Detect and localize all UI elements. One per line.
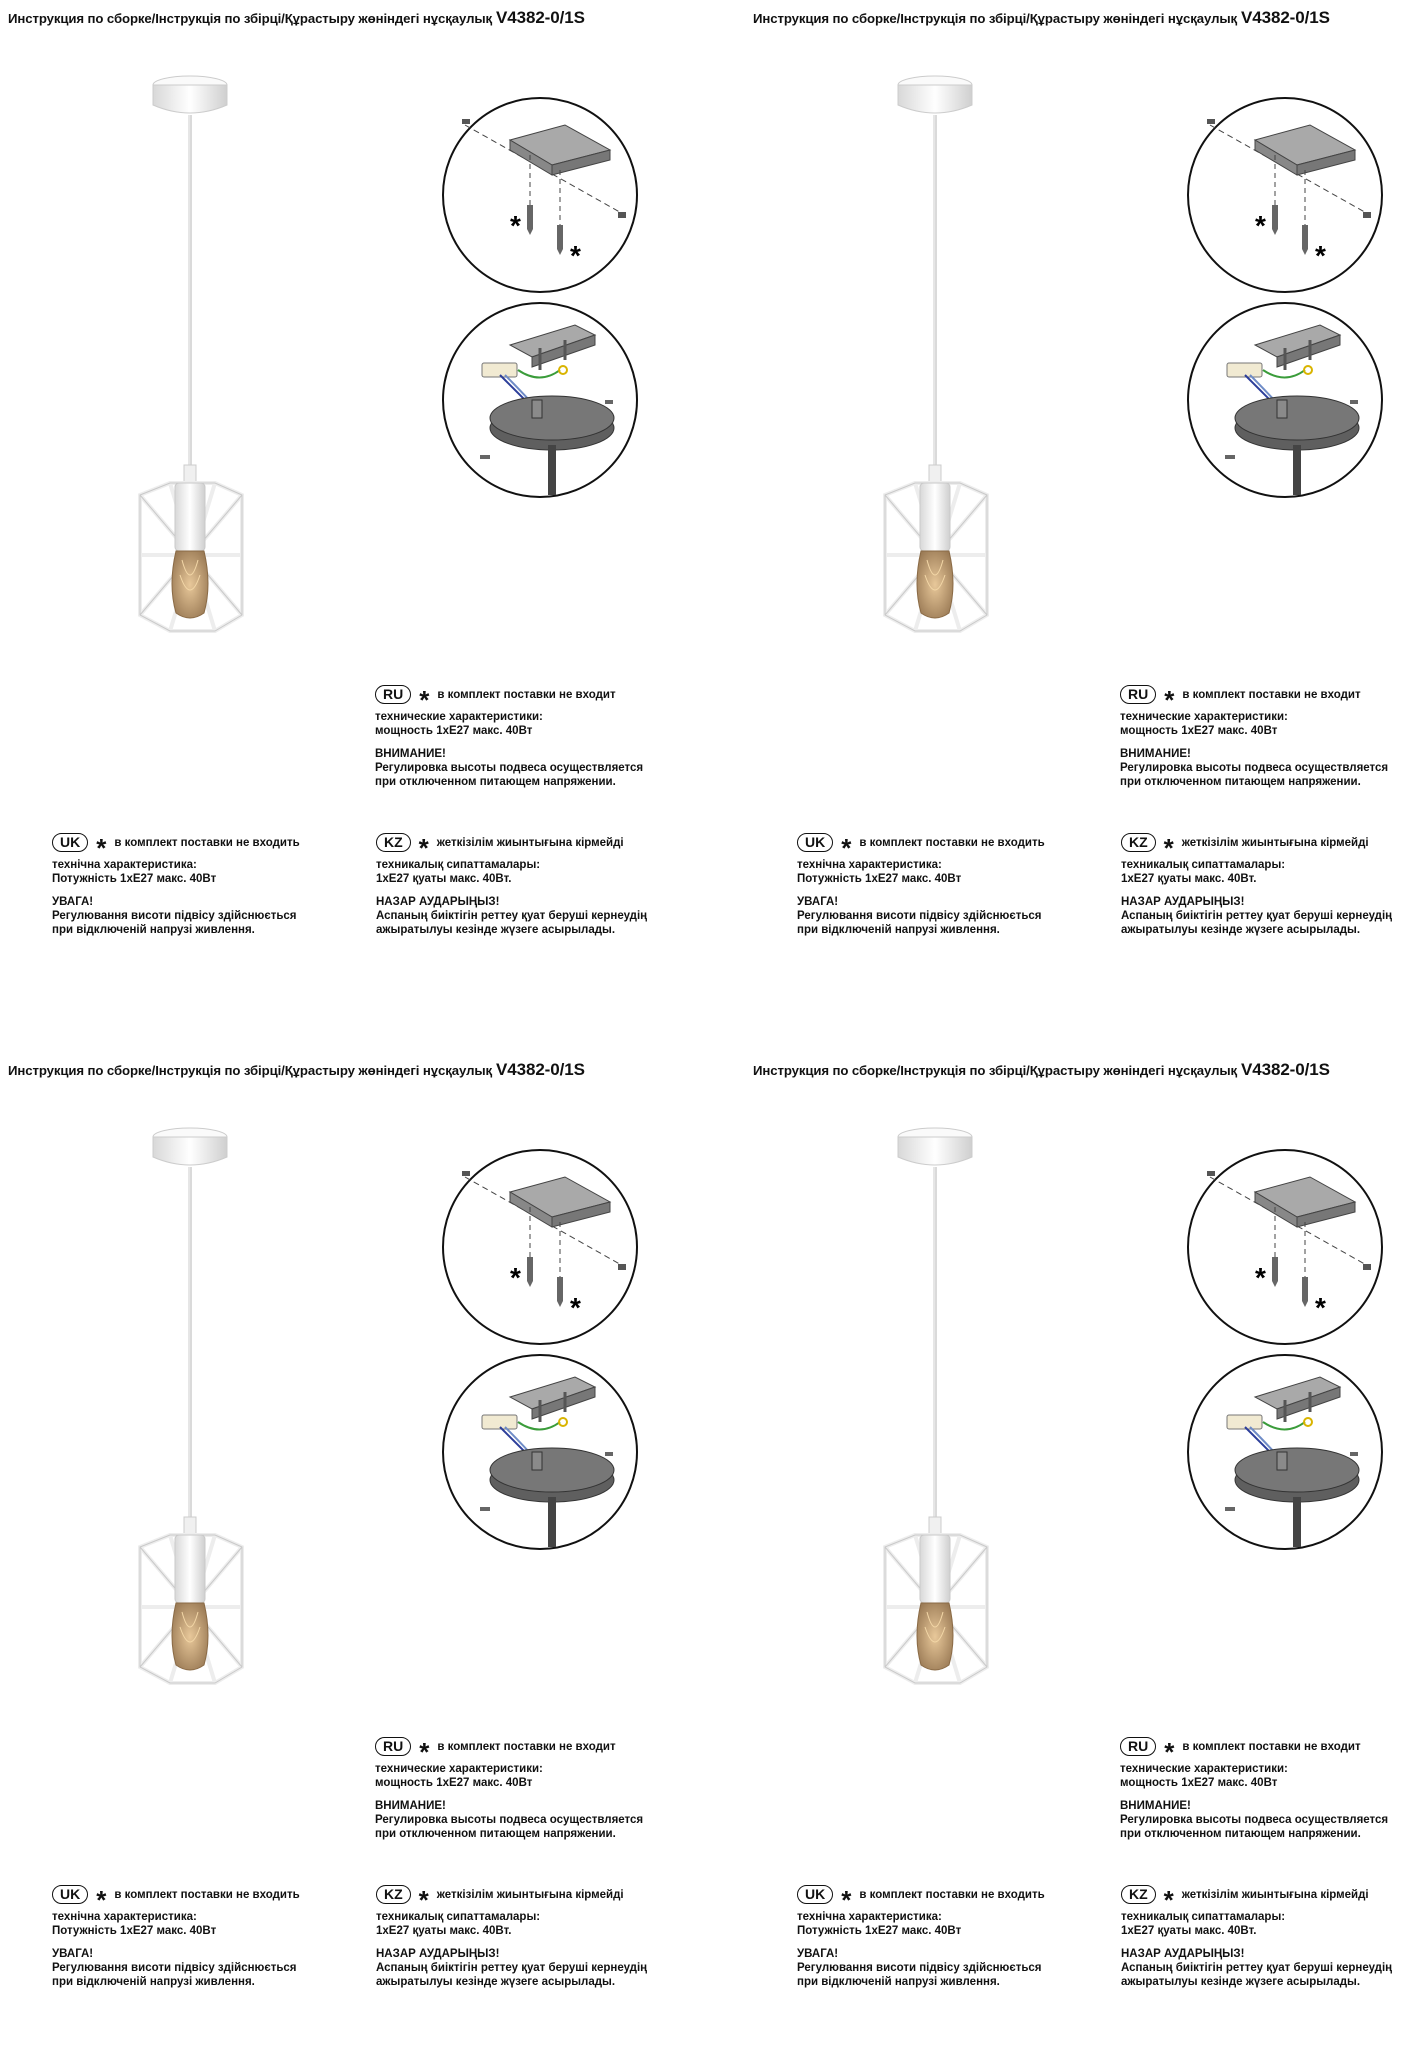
ru-specs-value: мощность 1хЕ27 макс. 40Вт bbox=[375, 725, 533, 737]
ru-warning-title: ВНИМАНИЕ! bbox=[1120, 748, 1191, 760]
uk-badge: UK bbox=[52, 1885, 88, 1904]
kz-section bbox=[1121, 1885, 1392, 1989]
star-marker: * bbox=[510, 210, 521, 241]
uk-warning-line1: Регулювання висоти підвісу здійснюється bbox=[52, 1962, 297, 1974]
sheet-title bbox=[753, 8, 1330, 28]
uk-warning-line1: Регулювання висоти підвісу здійснюється bbox=[797, 910, 1042, 922]
uk-warning-title: УВАГА! bbox=[52, 896, 94, 908]
pendant-lamp-illustration bbox=[865, 65, 1045, 645]
uk-warning-line2: при відключеній напрузі живлення. bbox=[52, 1976, 255, 1988]
star-icon: * bbox=[96, 832, 107, 863]
uk-specs-label: технічна характеристика: bbox=[52, 1911, 197, 1923]
mounting-bracket-diagram bbox=[440, 1147, 640, 1347]
wiring-connection-diagram bbox=[1185, 300, 1385, 500]
ru-warning-title: ВНИМАНИЕ! bbox=[375, 1800, 446, 1812]
kz-section bbox=[1121, 833, 1392, 937]
kz-warning-title: НАЗАР АУДАРЫҢЫЗ! bbox=[376, 896, 500, 908]
ru-warning-line2: при отключенном питающем напряжении. bbox=[375, 1828, 616, 1840]
kz-section bbox=[376, 833, 647, 937]
kz-specs-value: 1хЕ27 қуаты макс. 40Вт. bbox=[376, 873, 512, 885]
uk-section bbox=[797, 1885, 1045, 1989]
uk-specs-value: Потужність 1хЕ27 макс. 40Вт bbox=[797, 1925, 962, 1937]
ru-specs-value: мощность 1хЕ27 макс. 40Вт bbox=[1120, 725, 1278, 737]
ru-not-included: в комплект поставки не входит bbox=[1182, 1740, 1361, 1753]
ru-specs-label: технические характеристики: bbox=[375, 711, 543, 723]
model-code: V4382-0/1S bbox=[1241, 8, 1330, 27]
kz-section bbox=[376, 1885, 647, 1989]
kz-specs-value: 1хЕ27 қуаты макс. 40Вт. bbox=[1121, 1925, 1257, 1937]
ru-warning-line2: при отключенном питающем напряжении. bbox=[1120, 776, 1361, 788]
wiring-connection-diagram bbox=[440, 1352, 640, 1552]
ru-section bbox=[375, 685, 643, 789]
ru-badge: RU bbox=[375, 1737, 411, 1756]
star-marker: * bbox=[570, 1292, 581, 1323]
instruction-sheet bbox=[745, 0, 1425, 1000]
kz-warning-title: НАЗАР АУДАРЫҢЫЗ! bbox=[1121, 896, 1245, 908]
instruction-sheet bbox=[0, 0, 712, 1000]
mounting-bracket-diagram bbox=[1185, 95, 1385, 295]
uk-specs-value: Потужність 1хЕ27 макс. 40Вт bbox=[52, 873, 217, 885]
mounting-bracket-diagram bbox=[1185, 1147, 1385, 1347]
uk-not-included: в комплект поставки не входить bbox=[114, 1888, 300, 1901]
kz-not-included: жеткізілім жиынтығына кірмейді bbox=[1181, 836, 1369, 849]
kz-not-included: жеткізілім жиынтығына кірмейді bbox=[436, 1888, 624, 1901]
ru-warning-line1: Регулировка высоты подвеса осуществляется bbox=[1120, 762, 1389, 774]
kz-specs-label: техникалық сипаттамалары: bbox=[376, 859, 541, 871]
uk-specs-label: технічна характеристика: bbox=[797, 859, 942, 871]
ru-warning-line2: при отключенном питающем напряжении. bbox=[1120, 1828, 1361, 1840]
uk-section bbox=[52, 1885, 300, 1989]
star-icon: * bbox=[418, 832, 429, 863]
kz-warning-title: НАЗАР АУДАРЫҢЫЗ! bbox=[376, 1948, 500, 1960]
title-text: Инструкция по сборке/Інструкція по збірці/Құрастыру жөніндегі нұсқаулық bbox=[8, 1063, 493, 1078]
ru-badge: RU bbox=[1120, 685, 1156, 704]
star-marker: * bbox=[1255, 1262, 1266, 1293]
star-icon: * bbox=[419, 1736, 430, 1767]
kz-warning-line1: Аспаның биіктігін реттеу қуат беруші кернеудің bbox=[376, 1962, 648, 1974]
uk-section bbox=[797, 833, 1045, 937]
uk-warning-line2: при відключеній напрузі живлення. bbox=[797, 924, 1000, 936]
ru-section bbox=[375, 1737, 643, 1841]
title-text: Инструкция по сборке/Інструкція по збірці/Құрастыру жөніндегі нұсқаулық bbox=[8, 11, 493, 26]
pendant-lamp-illustration bbox=[865, 1117, 1045, 1697]
uk-badge: UK bbox=[797, 1885, 833, 1904]
kz-warning-line1: Аспаның биіктігін реттеу қуат беруші кернеудің bbox=[376, 910, 648, 922]
ru-section bbox=[1120, 685, 1388, 789]
star-marker: * bbox=[1255, 210, 1266, 241]
kz-warning-line2: ажыратылуы кезінде жүзеге асырылады. bbox=[1121, 924, 1361, 936]
kz-specs-value: 1хЕ27 қуаты макс. 40Вт. bbox=[376, 1925, 512, 1937]
ru-not-included: в комплект поставки не входит bbox=[1182, 688, 1361, 701]
kz-specs-label: техникалық сипаттамалары: bbox=[1121, 859, 1286, 871]
ru-warning-line2: при отключенном питающем напряжении. bbox=[375, 776, 616, 788]
star-marker: * bbox=[570, 240, 581, 271]
ru-specs-value: мощность 1хЕ27 макс. 40Вт bbox=[1120, 1777, 1278, 1789]
sheet-title bbox=[753, 1060, 1330, 1080]
kz-badge: KZ bbox=[376, 833, 411, 852]
ru-badge: RU bbox=[1120, 1737, 1156, 1756]
star-icon: * bbox=[1164, 684, 1175, 715]
uk-specs-value: Потужність 1хЕ27 макс. 40Вт bbox=[797, 873, 962, 885]
star-marker: * bbox=[1315, 240, 1326, 271]
kz-warning-title: НАЗАР АУДАРЫҢЫЗ! bbox=[1121, 1948, 1245, 1960]
ru-warning-title: ВНИМАНИЕ! bbox=[375, 748, 446, 760]
star-icon: * bbox=[96, 1884, 107, 1915]
uk-warning-line1: Регулювання висоти підвісу здійснюється bbox=[797, 1962, 1042, 1974]
kz-specs-label: техникалық сипаттамалары: bbox=[376, 1911, 541, 1923]
uk-warning-line2: при відключеній напрузі живлення. bbox=[797, 1976, 1000, 1988]
instruction-sheet bbox=[745, 1052, 1425, 2052]
ru-warning-line1: Регулировка высоты подвеса осуществляется bbox=[1120, 1814, 1389, 1826]
sheet-title bbox=[8, 1060, 585, 1080]
ru-specs-label: технические характеристики: bbox=[1120, 1763, 1288, 1775]
kz-not-included: жеткізілім жиынтығына кірмейді bbox=[1181, 1888, 1369, 1901]
pendant-lamp-illustration bbox=[120, 65, 300, 645]
star-icon: * bbox=[1164, 1736, 1175, 1767]
model-code: V4382-0/1S bbox=[496, 8, 585, 27]
uk-section bbox=[52, 833, 300, 937]
ru-badge: RU bbox=[375, 685, 411, 704]
uk-warning-title: УВАГА! bbox=[52, 1948, 94, 1960]
uk-warning-line1: Регулювання висоти підвісу здійснюється bbox=[52, 910, 297, 922]
star-icon: * bbox=[419, 684, 430, 715]
uk-not-included: в комплект поставки не входить bbox=[859, 1888, 1045, 1901]
uk-specs-value: Потужність 1хЕ27 макс. 40Вт bbox=[52, 1925, 217, 1937]
kz-specs-label: техникалық сипаттамалары: bbox=[1121, 1911, 1286, 1923]
ru-section bbox=[1120, 1737, 1388, 1841]
title-text: Инструкция по сборке/Інструкція по збірці/Құрастыру жөніндегі нұсқаулық bbox=[753, 11, 1238, 26]
uk-not-included: в комплект поставки не входить bbox=[859, 836, 1045, 849]
kz-badge: KZ bbox=[376, 1885, 411, 1904]
star-icon: * bbox=[1163, 1884, 1174, 1915]
pendant-lamp-illustration bbox=[120, 1117, 300, 1697]
ru-specs-label: технические характеристики: bbox=[1120, 711, 1288, 723]
uk-warning-title: УВАГА! bbox=[797, 1948, 839, 1960]
star-icon: * bbox=[1163, 832, 1174, 863]
ru-specs-label: технические характеристики: bbox=[375, 1763, 543, 1775]
ru-specs-value: мощность 1хЕ27 макс. 40Вт bbox=[375, 1777, 533, 1789]
wiring-connection-diagram bbox=[1185, 1352, 1385, 1552]
model-code: V4382-0/1S bbox=[496, 1060, 585, 1079]
ru-not-included: в комплект поставки не входит bbox=[437, 688, 616, 701]
star-icon: * bbox=[841, 1884, 852, 1915]
sheet-title bbox=[8, 8, 585, 28]
kz-specs-value: 1хЕ27 қуаты макс. 40Вт. bbox=[1121, 873, 1257, 885]
kz-not-included: жеткізілім жиынтығына кірмейді bbox=[436, 836, 624, 849]
kz-warning-line1: Аспаның биіктігін реттеу қуат беруші кернеудің bbox=[1121, 1962, 1393, 1974]
uk-specs-label: технічна характеристика: bbox=[52, 859, 197, 871]
star-marker: * bbox=[510, 1262, 521, 1293]
star-icon: * bbox=[841, 832, 852, 863]
kz-badge: KZ bbox=[1121, 1885, 1156, 1904]
uk-warning-line2: при відключеній напрузі живлення. bbox=[52, 924, 255, 936]
title-text: Инструкция по сборке/Інструкція по збірці/Құрастыру жөніндегі нұсқаулық bbox=[753, 1063, 1238, 1078]
kz-warning-line2: ажыратылуы кезінде жүзеге асырылады. bbox=[376, 924, 616, 936]
uk-badge: UK bbox=[52, 833, 88, 852]
ru-warning-line1: Регулировка высоты подвеса осуществляется bbox=[375, 762, 644, 774]
ru-warning-line1: Регулировка высоты подвеса осуществляется bbox=[375, 1814, 644, 1826]
kz-warning-line2: ажыратылуы кезінде жүзеге асырылады. bbox=[376, 1976, 616, 1988]
star-icon: * bbox=[418, 1884, 429, 1915]
uk-not-included: в комплект поставки не входить bbox=[114, 836, 300, 849]
kz-warning-line2: ажыратылуы кезінде жүзеге асырылады. bbox=[1121, 1976, 1361, 1988]
ru-not-included: в комплект поставки не входит bbox=[437, 1740, 616, 1753]
kz-badge: KZ bbox=[1121, 833, 1156, 852]
instruction-sheet bbox=[0, 1052, 712, 2052]
star-marker: * bbox=[1315, 1292, 1326, 1323]
uk-badge: UK bbox=[797, 833, 833, 852]
mounting-bracket-diagram bbox=[440, 95, 640, 295]
wiring-connection-diagram bbox=[440, 300, 640, 500]
uk-warning-title: УВАГА! bbox=[797, 896, 839, 908]
model-code: V4382-0/1S bbox=[1241, 1060, 1330, 1079]
uk-specs-label: технічна характеристика: bbox=[797, 1911, 942, 1923]
kz-warning-line1: Аспаның биіктігін реттеу қуат беруші кернеудің bbox=[1121, 910, 1393, 922]
ru-warning-title: ВНИМАНИЕ! bbox=[1120, 1800, 1191, 1812]
